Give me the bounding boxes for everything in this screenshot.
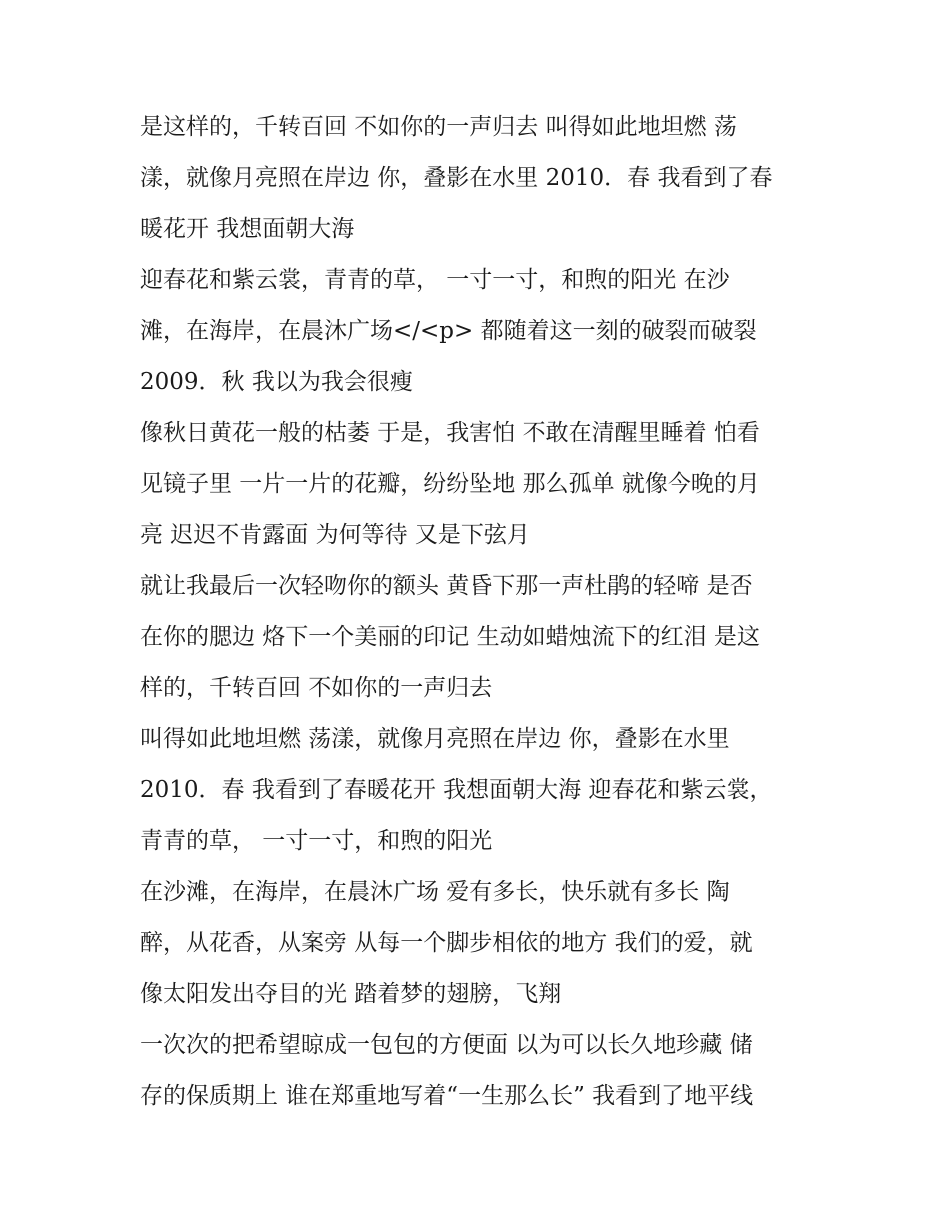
paragraph-6: 在沙滩，在海岸，在晨沐广场 爱有多长，快乐就有多长 陶 醉，从花香，从案旁 从每一个脚步相依的地方 我们的爱，就 像太阳发出夺目的光 踏着梦的翅膀，飞翔 xyxy=(140,879,753,1007)
paragraph-3: 像秋日黄花一般的枯萎 于是，我害怕 不敢在清醒里睡着 怕看 见镜子里 一片一片的花瓣，纷纷坠地 那么孤单 就像今晚的月 亮 迟迟不肯露面 为何等待 又是下弦月 xyxy=(140,420,760,548)
paragraph-1: 是这样的，千转百回 不如你的一声归去 叫得如此地坦燃 荡 漾，就像月亮照在岸边 你，叠影在水里 2010．春 我看到了春 暖花开 我想面朝大海 xyxy=(140,114,773,242)
paragraph-2: 迎春花和紫云裳，青青的草， 一寸一寸，和煦的阳光 在沙 滩，在海岸，在晨沐广场</<p> 都随着这一刻的破裂而破裂 2009．秋 我以为我会很瘦 xyxy=(140,267,757,395)
document-body xyxy=(140,102,820,1122)
paragraph-7: 一次次的把希望晾成一包包的方便面 以为可以长久地珍藏 储 存的保质期上 谁在郑重地写着“一生那么长” 我看到了地平线 xyxy=(140,1032,754,1109)
paragraph-4: 就让我最后一次轻吻你的额头 黄昏下那一声杜鹃的轻啼 是否 在你的腮边 烙下一个美丽的印记 生动如蜡烛流下的红泪 是这 样的，千转百回 不如你的一声归去 xyxy=(140,573,760,701)
paragraph-5: 叫得如此地坦燃 荡漾，就像月亮照在岸边 你，叠影在水里 2010．春 我看到了春暖花开 我想面朝大海 迎春花和紫云裳， 青青的草， 一寸一寸，和煦的阳光 xyxy=(140,726,773,854)
